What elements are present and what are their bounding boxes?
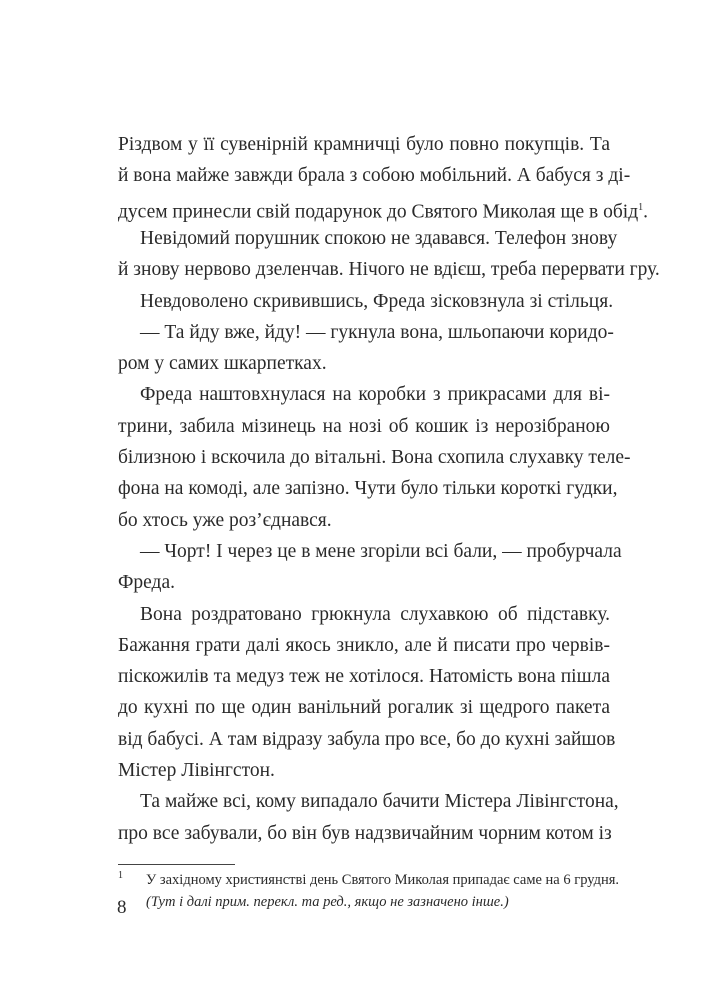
text-line	[118, 134, 610, 156]
footnote-divider	[118, 864, 235, 865]
footnote-reference: 1	[638, 201, 644, 213]
text-line-content: й знову нервово дзеленчав. Нічого не вдієш, треба перервати гру.	[118, 259, 660, 281]
text-line-content: Різдвом у її сувенірній крамничці було повно покупців. Та	[118, 134, 610, 155]
text-line-content: піскожилів та медуз теж не хотілося. Натомість вона пішла	[118, 666, 610, 688]
text-line	[118, 760, 610, 782]
text-line-content: фона на комоді, але запізно. Чути було тільки короткі гудки,	[118, 478, 618, 500]
text-line-content: — Чорт! І через це в мене згоріли всі бали, — пробурчала	[140, 540, 622, 562]
text-line	[118, 572, 610, 594]
text-line	[118, 697, 610, 719]
text-line-content: про все забували, бо він був надзвичайним чорним котом із	[118, 822, 612, 844]
text-line-content: ром у самих шкарпетках.	[118, 353, 327, 375]
text-line	[118, 728, 616, 751]
text-line-content: Містер Лівінгстон.	[118, 760, 275, 781]
text-line: дусем принесли свій подарунок до Святого Миколая ще в обід$^1$.	[118, 201, 649, 223]
text-line	[118, 823, 610, 845]
text-line	[118, 321, 614, 344]
text-line	[118, 791, 619, 813]
text-line	[118, 384, 610, 406]
text-line-content: — Та йду вже, йду! — гукнула вона, шльопаючи коридо-	[140, 321, 614, 343]
page-number: 8	[117, 897, 127, 918]
text-line	[118, 478, 618, 500]
text-line-content: трини, забила мізинець на нозі об кошик із нерозібраною	[118, 415, 610, 437]
text-line-content: Фреда.	[118, 572, 176, 594]
text-line	[118, 290, 614, 313]
text-line	[118, 165, 631, 187]
text-line-content: Вона роздратовано грюкнула слухавкою об підставку.	[140, 603, 610, 625]
text-line-content: дусем принесли свій подарунок до Святого Миколая ще в обід	[118, 201, 639, 223]
text-line	[118, 635, 610, 657]
text-line	[118, 540, 622, 563]
text-line-content: бо хтось уже роз’єднався.	[118, 509, 332, 531]
text-line-content: Невдоволено скривившись, Фреда зісковзнула зі стільця.	[140, 290, 614, 312]
text-line	[118, 227, 618, 250]
text-line-content: Фреда наштовхнулася на коробки з прикрасами для ві-	[140, 384, 610, 406]
text-line	[118, 353, 610, 375]
text-line	[118, 666, 610, 688]
text-line-content: Та майже всі, кому випадало бачити Містера Лівінгстона,	[140, 791, 619, 813]
text-line	[118, 447, 631, 469]
text-line	[118, 510, 610, 532]
text-line-content: й вона майже завжди брала з собою мобільний. А бабуся з ді-	[118, 165, 631, 187]
text-line-content: від бабусі. А там відразу забула про все, бо до кухні зайшов	[118, 728, 616, 750]
footnote-text-italic: (Тут і далі прим. перекл. та ред., якщо не зазначено інше.)	[146, 894, 509, 910]
footnote-text: У західному християнстві день Святого Миколая припадає саме на 6 грудня.	[146, 872, 620, 888]
text-line	[118, 416, 610, 438]
text-line-content: Бажання грати далі якось зникло, але й писати про червів-	[118, 634, 610, 656]
text-line	[118, 259, 660, 281]
text-line-content: до кухні по ще один ванільний рогалик зі щедрого пакета	[118, 697, 610, 719]
text-line-content: білизною і вскочила до вітальні. Вона схопила слухавку теле-	[118, 447, 631, 468]
text-line	[118, 604, 610, 626]
footnote-number: 1	[118, 870, 123, 881]
text-line-content: Невідомий порушник спокою не здавався. Телефон знову	[140, 227, 618, 249]
